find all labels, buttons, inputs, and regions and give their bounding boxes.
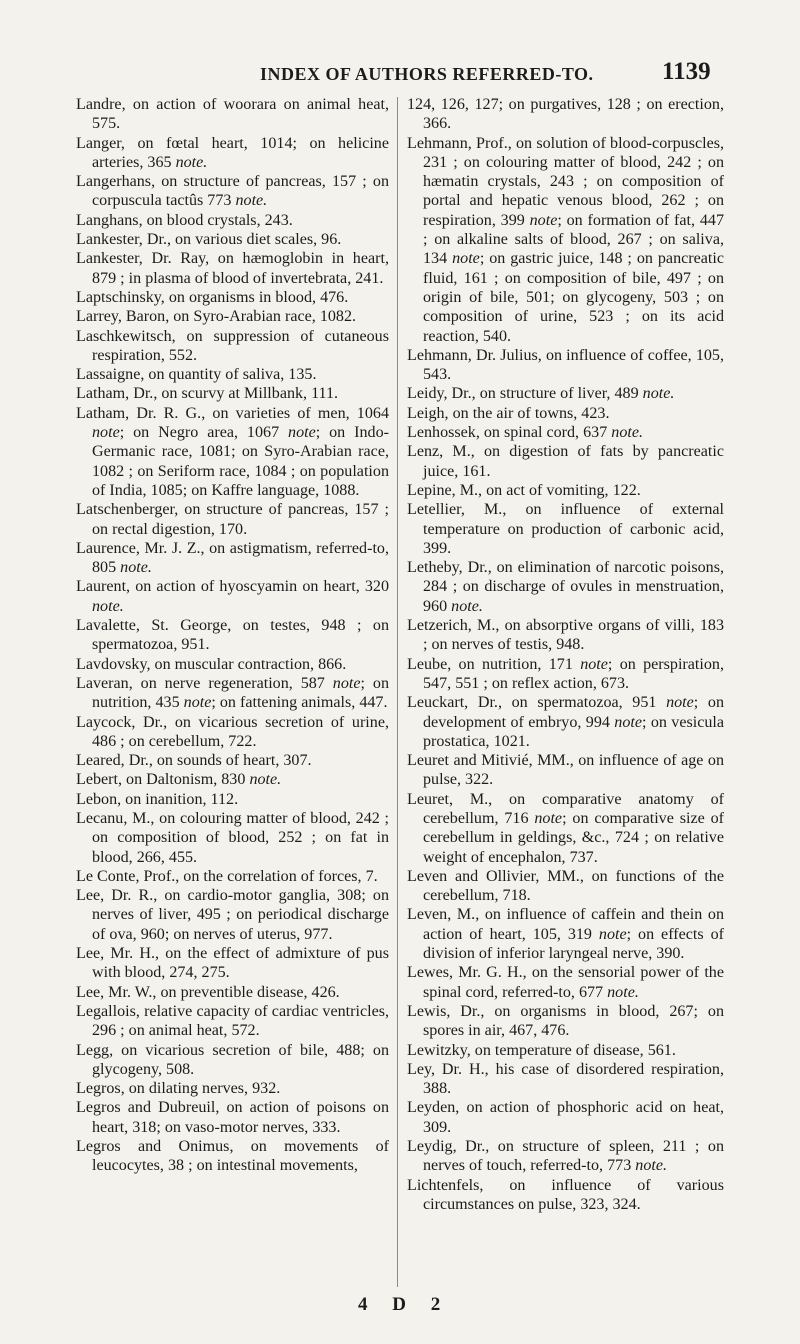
entry-text: Legros and Dubreuil, on action of poisons on heart, 318; on vaso-motor nerves, 333. (76, 1099, 389, 1136)
entry-text: Leyden, on action of phosphoric acid on heat, 309. (407, 1099, 724, 1136)
note-marker: note. (607, 983, 639, 1001)
index-entry (76, 172, 389, 211)
right-column (407, 95, 724, 1214)
entry-text: Lichtenfels, on influence of various circumstances on pulse, 323, 324. (407, 1176, 724, 1213)
entry-text: ; on fattening animals, 447. (211, 694, 388, 712)
index-entry (407, 346, 724, 385)
entry-text: Leydig, Dr., on structure of spleen, 211 ; on nerves of touch, referred-to, 773 (407, 1138, 724, 1175)
index-entry (407, 384, 724, 403)
index-entry (76, 230, 389, 249)
index-entry (76, 713, 389, 752)
entry-text: ; on gastric juice, 148 ; on pancreatic fluid, 161 ; on composition of bile, 497 ; on origin of bile, 501; on glycogeny, 503 ; on composition of urine, 523 ; on its acid reaction, 540. (423, 250, 724, 345)
entry-text: Lebon, on inanition, 112. (76, 790, 239, 808)
entry-text: Langerhans, on structure of pancreas, 157 ; on corpuscula tactûs 773 (76, 173, 389, 210)
entry-text: Leared, Dr., on sounds of heart, 307. (76, 752, 312, 770)
entry-text: Legros and Onimus, on movements of leucocytes, 38 ; on intestinal movements, (76, 1138, 389, 1175)
entry-text: Lenz, M., on digestion of fats by pancreatic juice, 161. (407, 443, 724, 480)
column-divider (397, 97, 398, 1287)
index-entry (407, 1041, 724, 1060)
entry-text: Lehmann, Dr. Julius, on influence of coffee, 105, 543. (407, 346, 724, 384)
entry-text: Leven and Ollivier, MM., on functions of the cerebellum, 718. (407, 867, 724, 905)
entry-text: Lebert, on Daltonism, 830 (76, 771, 250, 789)
index-entry (76, 1002, 389, 1041)
entry-text: Laveran, on nerve regeneration, 587 (76, 674, 333, 692)
entry-text: Lee, Mr. H., on the effect of admixture of pus with blood, 274, 275. (76, 945, 389, 982)
entry-text: Laurent, on action of hyoscyamin on heart, 320 (76, 578, 389, 596)
page-number: 1139 (662, 58, 711, 85)
entry-text: Lewes, Mr. G. H., on the sensorial power of the spinal cord, referred-to, 677 (407, 964, 724, 1001)
entry-text: Larrey, Baron, on Syro-Arabian race, 1082. (76, 308, 357, 326)
entry-text: Langer, on fœtal heart, 1014; on helicine arteries, 365 (76, 134, 389, 171)
entry-text: ; on formation of fat, 447 ; on alkaline salts of blood, 267 ; on saliva, 134 (423, 211, 724, 268)
index-entry (76, 95, 389, 134)
index-entry (76, 1137, 389, 1176)
index-entry (407, 558, 724, 616)
note-marker: note (580, 655, 608, 673)
index-entry (407, 1137, 724, 1176)
entry-text: Lenhossek, on spinal cord, 637 (407, 424, 612, 442)
entry-text: ; on comparative size of cerebellum in geldings, &c., 724 ; on relative weight of encephalon, 737. (423, 809, 724, 866)
entry-text: ; on nutrition, 435 (92, 674, 389, 712)
note-marker: note. (235, 192, 268, 210)
entry-text: Lankester, Dr., on various diet scales, 96. (76, 231, 342, 249)
note-marker: note. (635, 1157, 667, 1175)
index-entry (407, 616, 724, 655)
index-entry (76, 249, 389, 288)
entry-text: Leuckart, Dr., on spermatozoa, 951 (407, 694, 667, 712)
note-marker: note. (611, 424, 644, 442)
entry-text: Landre, on action of woorara on animal heat, 575. (76, 96, 389, 133)
entry-text: Lepine, M., on act of vomiting, 122. (407, 481, 641, 499)
index-entry (407, 134, 724, 346)
index-entry (407, 500, 724, 558)
index-entry (407, 790, 724, 867)
index-entry (76, 327, 389, 366)
entry-text: Lavdovsky, on muscular contraction, 866. (76, 655, 347, 673)
index-entry (407, 1176, 724, 1215)
entry-text: Latschenberger, on structure of pancreas, 157 ; on rectal digestion, 170. (76, 501, 389, 538)
index-entry (76, 288, 389, 307)
entry-text: Laptschinsky, on organisms in blood, 476. (76, 288, 349, 306)
index-entry (76, 867, 389, 886)
note-marker: note (452, 250, 480, 268)
entry-text: Laschkewitsch, on suppression of cutaneous respiration, 552. (76, 327, 389, 364)
index-entry (407, 423, 724, 442)
index-entry (76, 886, 389, 944)
entry-text: Lehmann, Prof., on solution of blood-corpuscles, 231 ; on colouring matter of blood, 242 ; on hæmatin crystals, 243 ; on composition of portal and hepatic venous blood, 262 ; on respiration, 399 (407, 134, 724, 229)
entry-text: ; on development of embryo, 994 (423, 694, 724, 731)
note-marker: note. (175, 153, 208, 171)
entry-text: Letheby, Dr., on elimination of narcotic poisons, 284 ; on discharge of ovules in menstruation, 960 (407, 559, 724, 615)
entry-text: Le Conte, Prof., on the correlation of forces, 7. (76, 867, 378, 885)
entry-text: Latham, Dr. R. G., on varieties of men, 1064 (76, 404, 389, 422)
note-marker: note (183, 694, 212, 712)
index-entry (76, 1041, 389, 1080)
index-entry (76, 365, 389, 384)
note-marker: note (332, 674, 361, 692)
entry-text: Legros, on dilating nerves, 932. (76, 1080, 281, 1098)
entry-text: Lecanu, M., on colouring matter of blood, 242 ; on composition of blood, 252 ; on fat in blood, 266, 455. (76, 809, 389, 866)
note-marker: note. (92, 597, 124, 615)
index-entry (76, 983, 389, 1002)
entry-text: Ley, Dr. H., his case of disordered respiration, 388. (407, 1060, 724, 1098)
entry-text: Leigh, on the air of towns, 423. (407, 404, 610, 422)
entry-text: ; on Negro area, 1067 (119, 424, 289, 442)
entry-text: Laycock, Dr., on vicarious secretion of urine, 486 ; on cerebellum, 722. (76, 713, 389, 750)
index-entry (407, 751, 724, 790)
entry-text: Lassaigne, on quantity of saliva, 135. (76, 366, 317, 384)
note-marker: note (534, 809, 563, 827)
index-entry (407, 655, 724, 694)
index-entry (76, 134, 389, 173)
note-marker: note (92, 424, 120, 442)
index-entry (407, 867, 724, 906)
index-entry (76, 1079, 389, 1098)
entry-text: Laurence, Mr. J. Z., on astigmatism, referred-to, 805 (76, 539, 389, 577)
note-marker: note. (120, 559, 152, 577)
note-marker: note (598, 925, 627, 943)
index-entry (76, 751, 389, 770)
entry-text: ; on perspiration, 547, 551 ; on reflex action, 673. (423, 655, 724, 692)
index-entry (76, 809, 389, 867)
index-entry (76, 500, 389, 539)
entry-text: Lee, Dr. R., on cardio-motor ganglia, 308; on nerves of liver, 495 ; on periodical discharge of ova, 960; on nerves of uterus, 977. (76, 887, 389, 943)
page-header (0, 58, 800, 88)
entry-text: ; on effects of division of inferior laryngeal nerve, 390. (423, 925, 724, 963)
running-title: INDEX OF AUTHORS REFERRED-TO. (260, 64, 594, 84)
index-entry (76, 770, 389, 789)
entry-text: ; on vesicula prostatica, 1021. (423, 713, 725, 750)
index-entry (76, 384, 389, 403)
note-marker: note. (642, 385, 675, 403)
index-entry (407, 1060, 724, 1099)
entry-text: Leven, M., on influence of caffein and thein on action of heart, 105, 319 (407, 906, 724, 943)
entry-text: Latham, Dr., on scurvy at Millbank, 111. (76, 385, 339, 403)
index-entry (407, 442, 724, 481)
entry-text: Legallois, relative capacity of cardiac ventricles, 296 ; on animal heat, 572. (76, 1002, 389, 1040)
entry-text: ; on Indo-Germanic race, 1081; on Syro-Arabian race, 1082 ; on Seriform race, 1084 ; on population of India, 1085; on Kaffre language, 1088. (92, 424, 389, 499)
index-entry (76, 211, 389, 230)
index-entry (76, 1098, 389, 1137)
index-entry (407, 1002, 724, 1041)
index-entry (407, 481, 724, 500)
left-column (76, 95, 389, 1176)
note-marker: note (614, 713, 642, 731)
entry-text: Lankester, Dr. Ray, on hæmoglobin in heart, 879 ; in plasma of blood of invertebrata, 241. (76, 250, 389, 287)
index-entry (407, 905, 724, 963)
index-entry (407, 404, 724, 423)
entry-text: Lewitzky, on temperature of disease, 561. (407, 1041, 676, 1059)
index-entry (76, 577, 389, 616)
index-entry (407, 693, 724, 751)
entry-text: Langhans, on blood crystals, 243. (76, 211, 293, 229)
entry-text: Leuret and Mitivié, MM., on influence of age on pulse, 322. (407, 752, 724, 789)
entry-text: Letzerich, M., on absorptive organs of villi, 183 ; on nerves of testis, 948. (407, 617, 724, 654)
index-entry (407, 95, 724, 134)
note-marker: note (666, 694, 694, 712)
index-entry (407, 1098, 724, 1137)
index-entry (76, 539, 389, 578)
note-marker: note. (249, 771, 282, 789)
index-entry (76, 404, 389, 500)
index-entry (76, 616, 389, 655)
entry-text: Lee, Mr. W., on preventible disease, 426. (76, 983, 340, 1001)
entry-text: Leube, on nutrition, 171 (407, 655, 581, 673)
entry-text: 124, 126, 127; on purgatives, 128 ; on erection, 366. (407, 96, 724, 133)
note-marker: note (288, 424, 316, 442)
index-entry (76, 655, 389, 674)
entry-text: Lavalette, St. George, on testes, 948 ; on spermatozoa, 951. (76, 617, 389, 654)
entry-text: Letellier, M., on influence of external temperature on production of carbonic acid, 399. (407, 501, 724, 557)
entry-text: Leidy, Dr., on structure of liver, 489 (407, 385, 643, 403)
entry-text: Lewis, Dr., on organisms in blood, 267; on spores in air, 467, 476. (407, 1002, 724, 1040)
index-entry (407, 963, 724, 1002)
signature-mark: 4 D 2 (358, 1294, 451, 1315)
index-entry (76, 307, 389, 326)
index-entry (76, 944, 389, 983)
index-entry (76, 674, 389, 713)
note-marker: note. (451, 597, 483, 615)
note-marker: note (529, 211, 558, 229)
index-entry (76, 790, 389, 809)
entry-text: Legg, on vicarious secretion of bile, 488; on glycogeny, 508. (76, 1041, 389, 1078)
entry-text: Leuret, M., on comparative anatomy of cerebellum, 716 (407, 790, 724, 827)
